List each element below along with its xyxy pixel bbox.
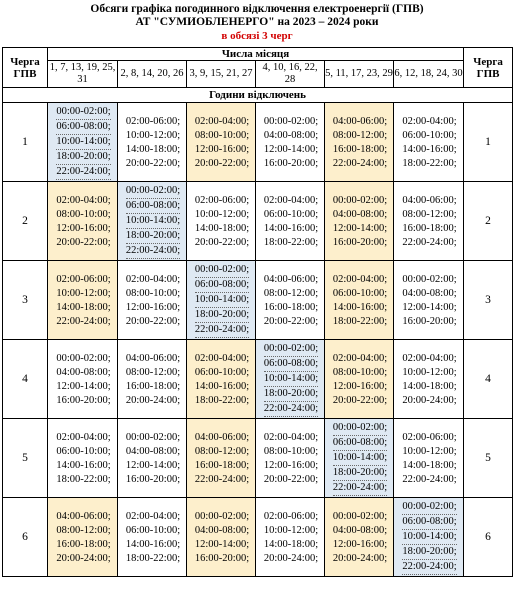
time-slot: 00:00-02:00; — [263, 115, 319, 127]
queue-header-right: Черга ГПВ — [464, 48, 513, 88]
time-slot: 02:00-06:00; — [125, 115, 181, 127]
time-slot-list — [193, 114, 249, 171]
time-slot-list — [124, 272, 180, 329]
queue-number-right: 6 — [464, 498, 513, 577]
time-slot: 16:00-20:00; — [332, 236, 388, 248]
time-slot: 08:00-12:00; — [56, 524, 111, 536]
time-slot: 12:00-14:00; — [402, 301, 457, 313]
schedule-cell — [256, 340, 325, 419]
time-slot: 02:00-06:00; — [263, 510, 319, 522]
time-slot: 20:00-22:00; — [194, 157, 250, 169]
time-slot-list — [193, 430, 249, 487]
time-slot-list — [193, 193, 249, 250]
queue-row — [3, 261, 513, 340]
time-slot: 22:00-24:00; — [264, 402, 318, 417]
time-slot: 22:00-24:00; — [332, 157, 388, 169]
time-slot-list — [124, 509, 180, 566]
queue-number-left: 5 — [3, 419, 48, 498]
schedule-cell — [187, 498, 256, 577]
time-slot: 22:00-24:00; — [402, 236, 457, 248]
schedule-cell — [325, 419, 394, 498]
time-slot: 22:00-24:00; — [56, 165, 110, 180]
time-slot-list — [262, 509, 318, 566]
day-groups-row — [3, 61, 513, 88]
time-slot: 12:00-14:00; — [263, 143, 319, 155]
schedule-cell — [48, 419, 118, 498]
time-slot: 10:00-14:00; — [402, 530, 456, 545]
queue-row — [3, 103, 513, 182]
time-slot-list — [124, 114, 180, 171]
time-slot: 16:00-20:00; — [56, 394, 111, 406]
queue-row — [3, 419, 513, 498]
time-slot: 12:00-16:00; — [56, 222, 111, 234]
time-slot: 08:00-12:00; — [125, 366, 181, 378]
time-slot: 04:00-06:00; — [56, 510, 111, 522]
time-slot-list — [54, 509, 110, 566]
schedule-cell — [325, 261, 394, 340]
time-slot-list — [331, 420, 387, 496]
time-slot-list — [124, 430, 180, 487]
time-slot: 22:00-24:00; — [333, 481, 387, 496]
time-slot: 08:00-12:00; — [402, 208, 457, 220]
time-slot: 08:00-10:00; — [332, 366, 388, 378]
time-slot-list — [54, 193, 110, 250]
time-slot: 02:00-04:00; — [402, 352, 457, 364]
hours-header: Години відключень — [3, 88, 513, 103]
schedule-cell — [325, 182, 394, 261]
time-slot: 06:00-08:00; — [126, 199, 180, 214]
time-slot: 02:00-06:00; — [194, 194, 250, 206]
time-slot: 22:00-24:00; — [402, 473, 457, 485]
queue-number-left: 4 — [3, 340, 48, 419]
schedule-cell — [187, 419, 256, 498]
schedule-cell — [394, 419, 464, 498]
time-slot: 10:00-14:00; — [56, 135, 110, 150]
time-slot: 02:00-04:00; — [332, 352, 388, 364]
time-slot: 16:00-18:00; — [332, 143, 388, 155]
schedule-cell — [187, 340, 256, 419]
time-slot: 10:00-14:00; — [126, 214, 180, 229]
time-slot: 20:00-22:00; — [125, 315, 181, 327]
queue-number-right: 3 — [464, 261, 513, 340]
time-slot: 22:00-24:00; — [56, 315, 111, 327]
time-slot: 18:00-22:00; — [56, 473, 111, 485]
time-slot: 22:00-24:00; — [195, 323, 249, 338]
time-slot: 18:00-22:00; — [402, 157, 457, 169]
queue-number-left: 1 — [3, 103, 48, 182]
schedule-cell — [187, 182, 256, 261]
time-slot: 04:00-08:00; — [125, 445, 181, 457]
time-slot: 22:00-24:00; — [194, 473, 250, 485]
hours-header-row — [3, 88, 513, 103]
time-slot: 00:00-02:00; — [402, 500, 456, 515]
time-slot: 20:00-24:00; — [402, 394, 457, 406]
time-slot: 14:00-18:00; — [194, 222, 250, 234]
schedule-cell — [256, 103, 325, 182]
schedule-cell — [256, 261, 325, 340]
schedule-cell — [48, 498, 118, 577]
schedule-cell — [48, 340, 118, 419]
time-slot: 20:00-22:00; — [263, 473, 319, 485]
time-slot: 14:00-18:00; — [402, 459, 457, 471]
time-slot-list — [400, 430, 456, 487]
schedule-cell — [187, 103, 256, 182]
time-slot: 10:00-12:00; — [56, 287, 111, 299]
time-slot: 06:00-08:00; — [402, 515, 456, 530]
time-slot: 14:00-18:00; — [263, 538, 319, 550]
time-slot: 12:00-14:00; — [56, 380, 111, 392]
time-slot: 02:00-04:00; — [56, 431, 111, 443]
time-slot: 14:00-16:00; — [56, 459, 111, 471]
time-slot-list — [193, 262, 249, 338]
time-slot: 18:00-22:00; — [263, 236, 319, 248]
time-slot: 10:00-14:00; — [195, 293, 249, 308]
time-slot-list — [262, 114, 318, 171]
schedule-cell — [118, 182, 187, 261]
time-slot: 10:00-14:00; — [264, 372, 318, 387]
time-slot: 16:00-20:00; — [402, 315, 457, 327]
schedule-cell — [118, 261, 187, 340]
time-slot: 20:00-22:00; — [263, 315, 319, 327]
time-slot: 08:00-12:00; — [263, 287, 319, 299]
time-slot: 16:00-20:00; — [263, 157, 319, 169]
time-slot: 10:00-12:00; — [402, 445, 457, 457]
time-slot: 08:00-10:00; — [125, 287, 181, 299]
time-slot: 18:00-20:00; — [56, 150, 110, 165]
table-body — [3, 48, 513, 577]
time-slot: 18:00-22:00; — [332, 315, 388, 327]
time-slot: 02:00-04:00; — [263, 431, 319, 443]
time-slot: 00:00-02:00; — [56, 352, 111, 364]
time-slot: 20:00-22:00; — [56, 236, 111, 248]
time-slot: 08:00-10:00; — [194, 129, 250, 141]
time-slot: 14:00-16:00; — [402, 143, 457, 155]
time-slot: 02:00-04:00; — [402, 115, 457, 127]
time-slot-list — [262, 272, 318, 329]
time-slot: 08:00-12:00; — [332, 129, 388, 141]
time-slot: 02:00-04:00; — [125, 273, 181, 285]
time-slot: 02:00-06:00; — [402, 431, 457, 443]
queue-number-right: 5 — [464, 419, 513, 498]
time-slot: 00:00-02:00; — [126, 184, 180, 199]
schedule-cell — [256, 182, 325, 261]
time-slot: 18:00-20:00; — [126, 229, 180, 244]
queue-number-left: 2 — [3, 182, 48, 261]
time-slot-list — [54, 104, 110, 180]
time-slot: 20:00-22:00; — [332, 394, 388, 406]
time-slot: 16:00-18:00; — [125, 380, 181, 392]
time-slot: 00:00-02:00; — [194, 510, 250, 522]
time-slot: 14:00-16:00; — [332, 301, 388, 313]
time-slot-list — [193, 351, 249, 408]
time-slot: 18:00-20:00; — [333, 466, 387, 481]
schedule-cell — [394, 340, 464, 419]
time-slot: 06:00-08:00; — [56, 120, 110, 135]
time-slot: 06:00-10:00; — [263, 208, 319, 220]
time-slot: 06:00-08:00; — [195, 278, 249, 293]
time-slot: 20:00-22:00; — [194, 236, 250, 248]
schedule-cell — [118, 103, 187, 182]
time-slot: 16:00-18:00; — [402, 222, 457, 234]
schedule-cell — [118, 340, 187, 419]
time-slot: 22:00-24:00; — [402, 560, 456, 575]
time-slot: 00:00-02:00; — [56, 105, 110, 120]
time-slot: 08:00-10:00; — [56, 208, 111, 220]
time-slot: 06:00-10:00; — [125, 524, 181, 536]
outage-schedule-table — [2, 47, 513, 577]
time-slot: 10:00-12:00; — [194, 208, 250, 220]
time-slot: 18:00-22:00; — [125, 552, 181, 564]
time-slot-list — [331, 114, 387, 171]
queue-number-right: 1 — [464, 103, 513, 182]
time-slot: 04:00-08:00; — [332, 208, 388, 220]
time-slot: 06:00-10:00; — [194, 366, 250, 378]
time-slot: 06:00-10:00; — [56, 445, 111, 457]
time-slot: 14:00-16:00; — [125, 538, 181, 550]
time-slot: 04:00-08:00; — [332, 524, 388, 536]
time-slot: 16:00-18:00; — [56, 538, 111, 550]
time-slot-list — [262, 430, 318, 487]
time-slot: 02:00-04:00; — [194, 115, 250, 127]
time-slot: 04:00-08:00; — [402, 287, 457, 299]
time-slot: 20:00-24:00; — [332, 552, 388, 564]
time-slot: 02:00-06:00; — [56, 273, 111, 285]
time-slot-list — [124, 351, 180, 408]
time-slot: 12:00-14:00; — [125, 459, 181, 471]
time-slot: 22:00-24:00; — [126, 244, 180, 259]
time-slot: 10:00-12:00; — [263, 524, 319, 536]
schedule-cell — [48, 261, 118, 340]
time-slot-list — [54, 351, 110, 408]
time-slot: 06:00-08:00; — [264, 357, 318, 372]
time-slot: 18:00-20:00; — [402, 545, 456, 560]
time-slot-list — [331, 351, 387, 408]
time-slot-list — [331, 193, 387, 250]
time-slot-list — [262, 193, 318, 250]
document-title: Обсяги графіка погодинного відключення електроенергії (ГПВ) — [90, 3, 424, 15]
time-slot: 04:00-06:00; — [125, 352, 181, 364]
time-slot: 16:00-18:00; — [263, 301, 319, 313]
time-slot: 14:00-18:00; — [402, 380, 457, 392]
time-slot: 02:00-04:00; — [194, 352, 250, 364]
time-slot: 04:00-06:00; — [263, 273, 319, 285]
schedule-cell — [394, 103, 464, 182]
schedule-cell — [256, 498, 325, 577]
time-slot: 14:00-16:00; — [263, 222, 319, 234]
time-slot: 00:00-02:00; — [264, 342, 318, 357]
time-slot: 10:00-12:00; — [402, 366, 457, 378]
queue-count-note: в обсязі 3 черг — [221, 30, 293, 42]
document-subtitle: АТ "СУМИОБЛЕНЕРГО" на 2023 – 2024 роки — [135, 16, 379, 28]
time-slot: 00:00-02:00; — [332, 194, 388, 206]
time-slot-list — [400, 193, 456, 250]
queue-row — [3, 498, 513, 577]
queue-number-left: 6 — [3, 498, 48, 577]
time-slot: 10:00-12:00; — [125, 129, 181, 141]
time-slot: 12:00-16:00; — [194, 143, 250, 155]
time-slot: 20:00-24:00; — [56, 552, 111, 564]
time-slot: 12:00-16:00; — [263, 459, 319, 471]
time-slot: 18:00-22:00; — [194, 394, 250, 406]
header-row — [3, 48, 513, 61]
time-slot-list — [400, 114, 456, 171]
time-slot: 04:00-06:00; — [194, 431, 250, 443]
time-slot: 04:00-06:00; — [402, 194, 457, 206]
time-slot: 16:00-18:00; — [194, 459, 250, 471]
time-slot-list — [54, 272, 110, 329]
time-slot: 02:00-04:00; — [332, 273, 388, 285]
time-slot: 20:00-24:00; — [125, 394, 181, 406]
time-slot: 02:00-04:00; — [56, 194, 111, 206]
time-slot: 18:00-20:00; — [264, 387, 318, 402]
days-header: Числа місяця — [48, 48, 464, 61]
time-slot: 12:00-16:00; — [332, 538, 388, 550]
time-slot: 12:00-14:00; — [332, 222, 388, 234]
queue-number-right: 4 — [464, 340, 513, 419]
schedule-cell — [256, 419, 325, 498]
time-slot: 06:00-10:00; — [332, 287, 388, 299]
time-slot: 06:00-08:00; — [333, 436, 387, 451]
time-slot: 04:00-08:00; — [263, 129, 319, 141]
queue-number-left: 3 — [3, 261, 48, 340]
time-slot: 12:00-16:00; — [332, 380, 388, 392]
time-slot: 00:00-02:00; — [402, 273, 457, 285]
time-slot-list — [54, 430, 110, 487]
schedule-cell — [394, 182, 464, 261]
time-slot: 14:00-18:00; — [56, 301, 111, 313]
time-slot: 10:00-14:00; — [333, 451, 387, 466]
day-group-2: 2, 8, 14, 20, 26 — [118, 61, 187, 88]
time-slot: 00:00-02:00; — [195, 263, 249, 278]
schedule-cell — [118, 498, 187, 577]
time-slot-list — [400, 351, 456, 408]
time-slot-list — [331, 509, 387, 566]
time-slot-list — [400, 499, 456, 575]
schedule-cell — [325, 103, 394, 182]
time-slot: 00:00-02:00; — [333, 421, 387, 436]
queue-row — [3, 182, 513, 261]
time-slot-list — [400, 272, 456, 329]
time-slot: 08:00-12:00; — [194, 445, 250, 457]
time-slot: 02:00-04:00; — [125, 510, 181, 522]
time-slot: 02:00-04:00; — [263, 194, 319, 206]
schedule-cell — [48, 103, 118, 182]
time-slot: 00:00-02:00; — [332, 510, 388, 522]
time-slot: 20:00-24:00; — [263, 552, 319, 564]
time-slot: 04:00-08:00; — [194, 524, 250, 536]
time-slot: 00:00-02:00; — [125, 431, 181, 443]
schedule-cell — [187, 261, 256, 340]
time-slot-list — [193, 509, 249, 566]
time-slot: 16:00-20:00; — [125, 473, 181, 485]
schedule-cell — [394, 498, 464, 577]
day-group-1: 1, 7, 13, 19, 25, 31 — [48, 61, 118, 88]
time-slot: 20:00-22:00; — [125, 157, 181, 169]
day-group-3: 3, 9, 15, 21, 27 — [187, 61, 256, 88]
time-slot: 14:00-18:00; — [125, 143, 181, 155]
time-slot-list — [262, 341, 318, 417]
time-slot: 06:00-10:00; — [402, 129, 457, 141]
time-slot-list — [331, 272, 387, 329]
schedule-cell — [48, 182, 118, 261]
time-slot: 08:00-10:00; — [263, 445, 319, 457]
queue-row — [3, 340, 513, 419]
schedule-cell — [394, 261, 464, 340]
queue-header-left: Черга ГПВ — [3, 48, 48, 88]
day-group-4: 4, 10, 16, 22, 28 — [256, 61, 325, 88]
day-group-5: 5, 11, 17, 23, 29 — [325, 61, 394, 88]
time-slot: 18:00-20:00; — [195, 308, 249, 323]
schedule-cell — [325, 340, 394, 419]
time-slot: 14:00-16:00; — [194, 380, 250, 392]
time-slot-list — [124, 183, 180, 259]
schedule-cell — [118, 419, 187, 498]
day-group-6: 6, 12, 18, 24, 30 — [394, 61, 464, 88]
time-slot: 12:00-14:00; — [194, 538, 250, 550]
time-slot: 12:00-16:00; — [125, 301, 181, 313]
time-slot: 04:00-08:00; — [56, 366, 111, 378]
time-slot: 04:00-06:00; — [332, 115, 388, 127]
schedule-cell — [325, 498, 394, 577]
queue-number-right: 2 — [464, 182, 513, 261]
time-slot: 16:00-20:00; — [194, 552, 250, 564]
